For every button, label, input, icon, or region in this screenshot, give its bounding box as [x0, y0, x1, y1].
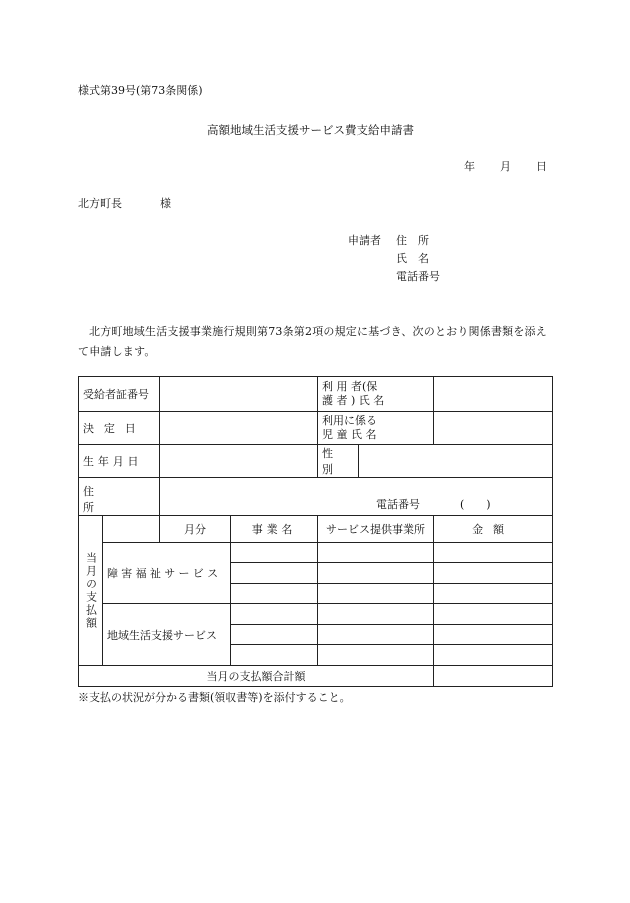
provider-cell[interactable] — [318, 584, 434, 604]
amount-cell[interactable] — [434, 563, 553, 584]
recipient-cert-label: 受給者証番号 — [79, 377, 160, 412]
provider-column-header: サービス提供事業所 — [318, 516, 434, 543]
date-day-label: 日 — [536, 160, 547, 173]
business-name-cell[interactable] — [231, 563, 318, 584]
phone-label: 電話番号 — [376, 498, 420, 511]
amount-cell[interactable] — [434, 543, 553, 563]
business-name-cell[interactable] — [231, 604, 318, 625]
application-table — [78, 376, 553, 687]
decision-date-label: 決定日 — [79, 412, 160, 445]
amount-cell[interactable] — [434, 584, 553, 604]
applicant-phone-label: 電話番号 — [396, 270, 440, 283]
business-name-cell[interactable] — [231, 645, 318, 666]
amount-column-header: 金額 — [434, 516, 553, 543]
provider-cell[interactable] — [318, 543, 434, 563]
month-column-header: 月分 — [160, 516, 231, 543]
applicant-label: 申請者 — [348, 234, 381, 247]
birth-date-value[interactable] — [160, 445, 318, 478]
applicant-address-label: 住 所 — [396, 234, 429, 247]
amount-cell[interactable] — [434, 645, 553, 666]
applicant-name-label: 氏 名 — [396, 252, 429, 265]
addressee: 北方町長 — [78, 197, 122, 210]
gender-value[interactable] — [359, 445, 553, 478]
user-name-label — [318, 377, 434, 412]
date-month-label: 月 — [500, 160, 511, 173]
user-name-value[interactable] — [434, 377, 553, 412]
body-text: 北方町地域生活支援事業施行規則第73条第2項の規定に基づき、次のとおり関係書類を添えて申請します。 — [78, 325, 547, 358]
date-year-label: 年 — [464, 160, 475, 173]
amount-cell[interactable] — [434, 604, 553, 625]
address-label: 住所 — [79, 478, 160, 516]
total-payment-value[interactable] — [434, 666, 553, 687]
birth-date-label: 生年月日 — [79, 445, 160, 478]
child-name-value[interactable] — [434, 412, 553, 445]
address-value[interactable] — [160, 478, 553, 516]
disability-service-label: 障害福祉サービス — [103, 543, 231, 604]
business-name-cell[interactable] — [231, 543, 318, 563]
decision-date-value[interactable] — [160, 412, 318, 445]
community-service-label: 地域生活支援サービス — [103, 604, 231, 666]
business-name-cell[interactable] — [231, 584, 318, 604]
form-number: 様式第39号(第73条関係) — [78, 84, 203, 97]
amount-cell[interactable] — [434, 625, 553, 645]
child-name-label-line1: 利用に係る — [322, 414, 377, 427]
gender-label: 性別 — [318, 445, 359, 478]
monthly-payment-label: 当月の支払額 — [79, 516, 103, 666]
child-name-label-line2: 児 童 氏 名 — [322, 428, 377, 441]
provider-cell[interactable] — [318, 604, 434, 625]
user-name-label-line1: 利 用 者(保 — [322, 380, 378, 393]
form-title: 高額地域生活支援サービス費支給申請書 — [207, 123, 414, 137]
provider-cell[interactable] — [318, 625, 434, 645]
business-name-column-header: 事業名 — [231, 516, 318, 543]
phone-parens: ( ) — [460, 498, 491, 511]
provider-cell[interactable] — [318, 563, 434, 584]
honorific: 様 — [160, 197, 171, 210]
footnote: ※支払の状況が分かる書類(領収書等)を添付すること。 — [78, 691, 351, 704]
month-blank-cell — [103, 516, 160, 543]
total-payment-label: 当月の支払額合計額 — [79, 666, 434, 687]
business-name-cell[interactable] — [231, 625, 318, 645]
recipient-cert-value[interactable] — [160, 377, 318, 412]
child-name-label — [318, 412, 434, 445]
user-name-label-line2: 護 者 ) 氏 名 — [322, 394, 385, 407]
provider-cell[interactable] — [318, 645, 434, 666]
